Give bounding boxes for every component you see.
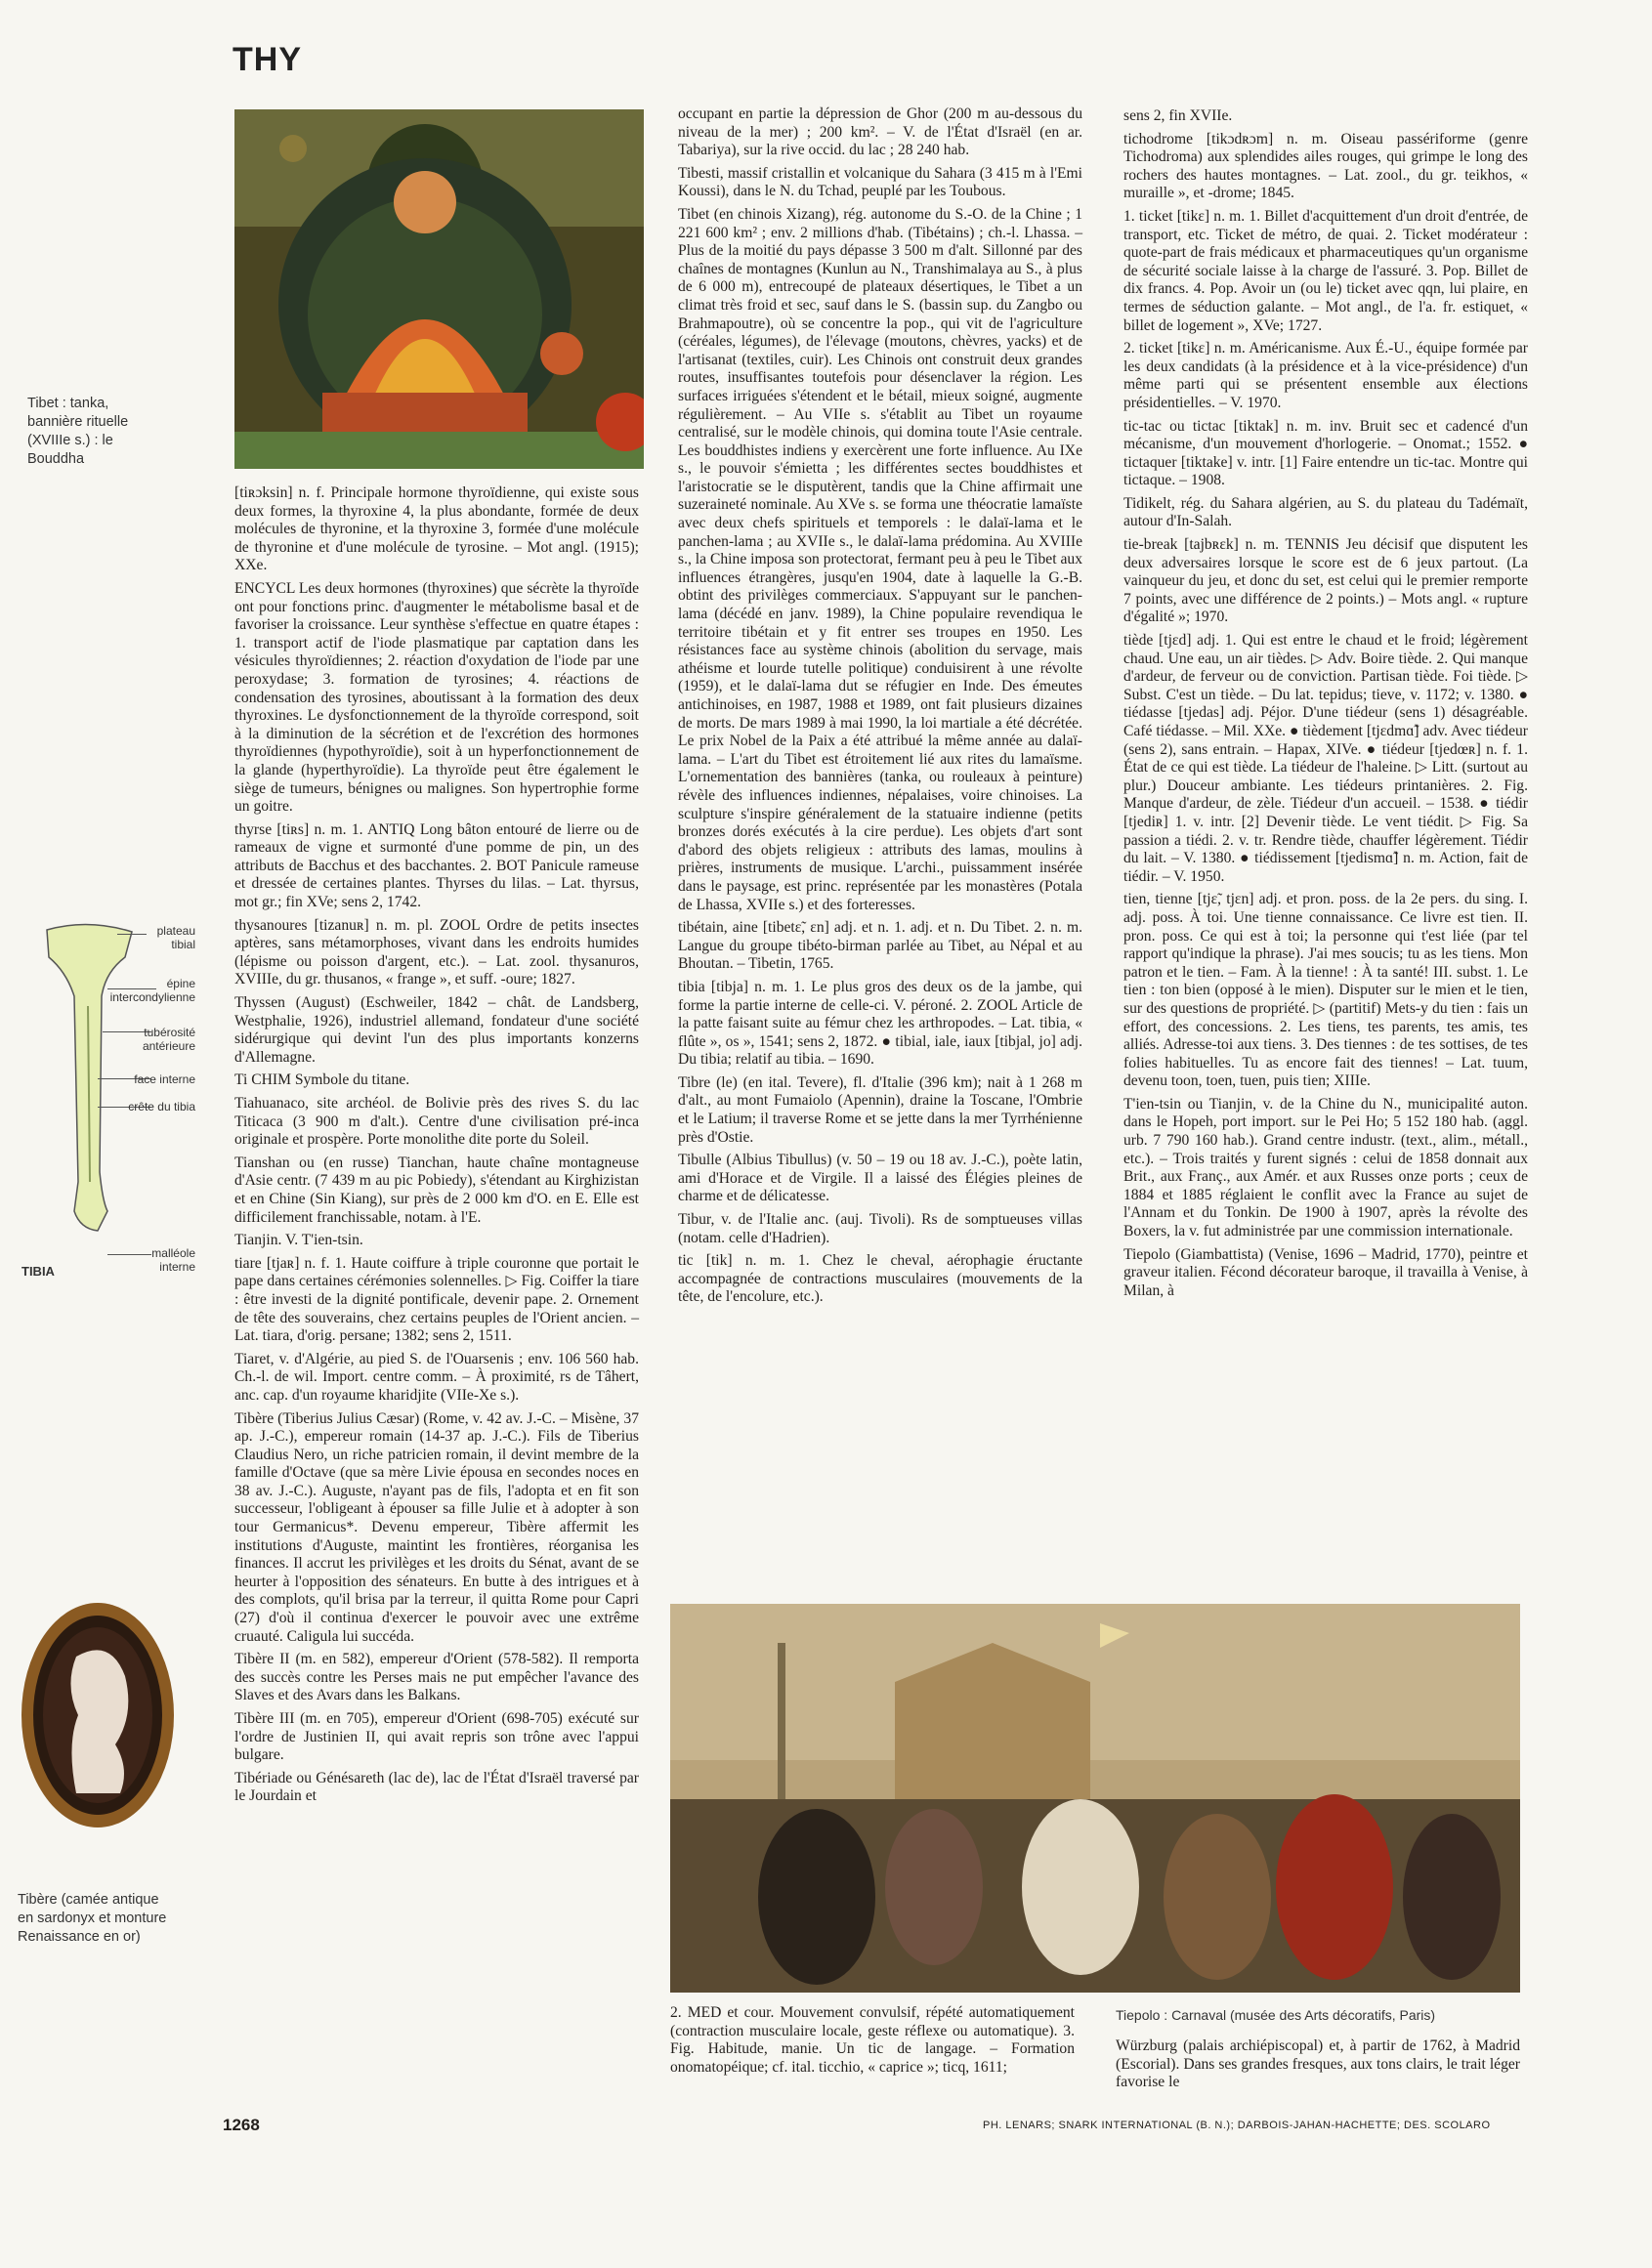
entry-tibulle: Tibulle (Albius Tibullus) (v. 50 – 19 ou 18 av. J.-C.), poète latin, ami d'Horace et de Virgile. Il a laissé des Élégies pleines de charme et de délicatesse.: [678, 1152, 1082, 1205]
tibia-label-crete: crête du tibia: [128, 1100, 195, 1113]
entry-thyrse: thyrse [tiʀs] n. m. 1. ANTIQ Long bâton entouré de lierre ou de rameaux de vigne et surmonté d'une pomme de pin, un des attributs de Bacchus et des bacchantes. 2. BOT Panicule rameuse et dressée de certaines plantes. Thyrses du lilas. – Lat. thyrsus, mot gr.; fin XVe; sens 2, 1742.: [234, 820, 639, 911]
entry-tiede: tiède [tjɛd] adj. 1. Qui est entre le chaud et le froid; légèrement chaud. Une eau, un air tièdes. ▷ Adv. Boire tiède. 2. Qui manque d'ardeur, de ferveur ou de conviction. Partisan tiède. Foi tiède. ▷ Subst. C'est un tiède. – Du lat. tepidus; tieve, v. 1172; v. 1380. ● tiédasse [tjedas] adj. Péjor. D'une tiédeur (sens 1) désagréable. Café tiédasse. – Mil. XXe. ● tièdement [tjɛdmɑ̃] adv. Avec tiédeur (sens 2), sans entrain. – Hapax, XIVe. ● tiédeur [tjedœʀ] n. f. 1. État de ce qui est tiède. La tiédeur de l'haleine. ▷ Litt. (surtout au plur.) Douceur ambiante. Les tiédeurs printanières. 2. Fig. Manque d'ardeur, de zèle. Tiédeur d'un accueil. – 1538. ● tiédir [tjediʀ] 1. v. intr. [2] Devenir tiède. Le vent tiédit. ▷ Fig. Sa passion a tiédi. 2. v. tr. Rendre tiède, chauffer légèrement. Tiédir du lait. – V. 1380. ● tiédissement [tjedismɑ̃] n. m. Action, fait de tiédir. – V. 1950.: [1123, 632, 1528, 885]
entry-tibia: tibia [tibja] n. m. 1. Le plus gros des deux os de la jambe, qui forme la partie interne de celle-ci. V. péroné. 2. ZOOL Article de la patte faisant suite au fémur chez les arthropodes. – Lat. tibia, « flûte », os », 1541; sens 2, 1872. ● tibial, iale, iaux [tibjal, jo] adj. Du tibia; relatif au tibia. – 1690.: [678, 978, 1082, 1069]
entry-tic-cont-2: 2. MED et cour. Mouvement convulsif, répété automatiquement (contraction musculaire locale, geste réflexe ou automatique). 3. Fig. Habitude, manie. Un tic de langage. – Formation onomatopéique; cf. ital. ticchio, « caprice »; ticq, 1611;: [670, 2004, 1075, 2076]
entry-tibere-ii: Tibère II (m. en 582), empereur d'Orient (578-582). Il remporta des succès contre les Perses mais ne put empêcher l'avance des Slaves et des Avars dans les Balkans.: [234, 1651, 639, 1704]
entry-ti: Ti CHIM Symbole du titane.: [234, 1071, 410, 1089]
entry-tibet: Tibet (en chinois Xizang), rég. autonome du S.-O. de la Chine ; 1 221 600 km² ; env. 2 millions d'hab. (Tibétains) ; ch.-l. Lhassa. – Plus de la moitié du pays dépasse 3 500 m d'alt. Sillonné par des chaînes de montagnes (Kunlun au N., Transhimalaya au S., à plus de 6 000 m), entrecoupé de plateaux désertiques, le Tibet a un climat très froid et sec, sauf dans le S. (bassin sup. du Zangbo ou Brahmapoutre), où se concentre la pop., qui vit de l'agriculture (céréales, légumes), de l'élevage (moutons, chèvres, yacks) et de l'artisanat (textiles, cuir). Les Chinois ont construit deux grandes routes, insuffisantes toutefois pour désenclaver la région. Les surfaces irriguées s'étendent et le bétail, mieux soigné, augmente régulièrement. – Au VIIe s. s'établit au Tibet un royaume centralisé, sur le modèle chinois, qui domina toute l'Asie centrale. Les bouddhistes indiens y exercèrent une forte influence. Au IXe s., le pouvoir s'émietta ; les différentes sectes bouddhistes et l'aristocratie se le disputèrent, tandis que la Chine affirmait une suzeraineté nominale. Au XVe s. se forma une théocratie lamaïste avec deux chefs spirituels et temporels : le dalaï-lama et le panchen-lama ; au XVIIe s., le dalaï-lama prédomina. Au XVIIIe s., la Chine imposa son protectorat, fermant peu à peu le Tibet aux influences étrangères, jusqu'en 1904, date à laquelle la G.-B. obtint des privilèges commerciaux. S'appuyant sur le panchen-lama (décédé en janv. 1989), la Chine populaire revendiqua le territoire tibétain et y fit entrer ses troupes en 1950. Les résistances face au système chinois (abolition du servage, mais athéisme et lourde tutelle politique) conduisirent à une révolte (1959), et le dalaï-lama dut se réfugier en Inde. Des émeutes antichinoises, en 1987, 1988 et 1989, ont fait plusieurs dizaines de morts. De mars 1989 à mai 1990, la loi martiale a été décrétée. Le prix Nobel de la Paix a été attribué la même année au dalaï-lama. – L'art du Tibet est étroitement lié aux rites du lamaïsme. L'ornementation des bannières (tanka, ou rouleaux à peinture) révèle des influences indiennes, népalaises, voire chinoises. La sculpture s'inspire généralement de la statuaire indienne (petits bronzes dorés exécutés à la cire perdue). Les objets d'art sont d'abord des objets religieux : attributs des lamas, moulins à prières, instruments de musique. L'archi., puissamment insérée dans le paysage, est princ. représentée par les monastères (Potala de Lhassa, XVIIe s.) et des forteresses.: [678, 205, 1082, 913]
entry-tic: tic [tik] n. m. 1. Chez le cheval, aérophagie éructante accompagnée de contractions musculaires (mouvements de la tête, de l'encolure, etc.).: [678, 1252, 1082, 1306]
entry-tie-break: tie-break [tajbʀɛk] n. m. TENNIS Jeu décisif que disputent les deux adversaires lorsque le score est de 6 jeux partout. (La vainqueur du jeu, et donc du set, est celui qui le premier remporte 7 points, avec une différence de 2 points.) – Mots angl. « rupture d'égalité »; 1970.: [1123, 536, 1528, 626]
column-1: [234, 484, 639, 1811]
entry-tic-cont: sens 2, fin XVIIe.: [1123, 107, 1233, 124]
tibia-label-malleole: malléole interne: [151, 1246, 195, 1274]
tiepolo-carnaval-illustration: [670, 1604, 1520, 1993]
tibia-bone-illustration: [29, 918, 200, 1270]
tibet-tanka-image: [234, 109, 644, 469]
entry-tiaret: Tiaret, v. d'Algérie, au pied S. de l'Ouarsenis ; env. 106 560 hab. Ch.-l. de wil. Import. centre comm. – À proximité, rs de Tâhert, anc. cap. d'un royaume kharidjite (VIIe-Xe s.).: [234, 1350, 639, 1404]
entry-ticket-1: 1. ticket [tikɛ] n. m. 1. Billet d'acquittement d'un droit d'entrée, de transport, etc. Ticket de métro, de quai. 2. Ticket modérateur : quote-part de frais médicaux et pharmaceutiques qu'un organisme de sécurité sociale laisse à la charge de l'assuré. 3. Pop. Billet de dix francs. 4. Pop. Avoir un (ou le) ticket avec qqn, lui plaire, en termes de séduction galante. – Mot angl., de l'a. fr. estiquet, « billet de logement », XVe; 1727.: [1123, 207, 1528, 334]
tibere-cameo-illustration: [18, 1598, 179, 1832]
tibia-label-plateau: plateau tibial: [156, 924, 195, 951]
tibia-label-epine: épine intercondylienne: [109, 977, 195, 1004]
tibia-pointer-1: [117, 934, 147, 935]
entry-tiare: tiare [tjaʀ] n. f. 1. Haute coiffure à triple couronne que portait le pape dans certaines cérémonies solennelles. ▷ Fig. Coiffer la tiare : être investi de la dignité pontificale, devenir pape. 2. Ornement de tête des souverains, chez certains peuples de l'Orient ancien. – Lat. tiara, d'orig. persane; 1382; sens 2, 1511.: [234, 1254, 639, 1345]
entry-tianshan: Tianshan ou (en russe) Tianchan, haute chaîne montagneuse d'Asie centr. (7 439 m au pic Pobiedy), s'étendant au Kirghizistan et en Chine (Sin Kiang), sur près de 2 000 km d'O. en E. Elle est difficilement franchissable, notam. à l'E.: [234, 1154, 639, 1226]
entry-tibere: Tibère (Tiberius Julius Cæsar) (Rome, v. 42 av. J.-C. – Misène, 37 ap. J.-C.), empereur romain (14-37 ap. J.-C.). Fils de Tiberius Claudius Nero, un riche patricien romain, il devint membre de la famille d'Octave (que sa mère Livie épousa en secondes noces en 38 av. J.-C.). Auguste, n'ayant pas de fils, l'adopta et en fit son successeur, l'obligeant à épouser sa fille Julie et à adopter à son tour Germanicus*. Devenu empereur, Tibère affermit les institutions d'Auguste, maintint les frontières, réorganisa les finances. Il accrut les privilèges et les droits du Sénat, avant de se heurter à l'opposition des sénateurs. En butte à des intrigues et à des complots, qu'il brisa par la terreur, il quitta Rome pour Capri (27) d'où il continua d'exercer le pouvoir avec une extrême cruauté. Caligula lui succéda.: [234, 1409, 639, 1645]
entry-tianjin: Tianjin. V. T'ien-tsin.: [234, 1232, 363, 1249]
tiepolo-carnaval-image: [670, 1604, 1520, 1993]
tibia-caption: TIBIA: [21, 1264, 55, 1279]
page-number: 1268: [223, 2116, 260, 2134]
entry-ticket-2: 2. ticket [tikɛ] n. m. Américanisme. Aux É.-U., équipe formée par les deux candidats (à la présidence et à la vice-présidence) d'un même parti qui se présentent ensemble aux élections présidentielles. – V. 1970.: [1123, 340, 1528, 411]
entry-tiepolo-cont: Würzburg (palais archiépiscopal) et, à partir de 1762, à Madrid (Escorial). Dans ses grandes fresques, aux tons clairs, le trait léger favorise le: [1116, 2037, 1520, 2091]
tibere-cameo-image: [18, 1598, 179, 1832]
tibia-diagram: [29, 918, 200, 1270]
tibia-label-tuberosite: tubérosité antérieure: [142, 1026, 195, 1053]
entry-tibere-iii: Tibère III (m. en 705), empereur d'Orient (698-705) exécuté sur l'ordre de Justinien II, qui avait repris son trône avec l'appui bulgare.: [234, 1710, 639, 1764]
entry-thyssen: Thyssen (August) (Eschweiler, 1842 – chât. de Landsberg, Westphalie, 1926), industriel allemand, fondateur d'une société sidérurgique qui devint l'un des plus importants konzerns d'Allemagne.: [234, 994, 639, 1066]
entry-tien-tsin: T'ien-tsin ou Tianjin, v. de la Chine du N., municipalité auton. dans le Hopeh, port import. sur le Pei Ho; 5 152 180 hab. (aggl. urb. 7 790 160 hab.). Grand centre industr. (text., alim., métall., etc.). – Trois traités y furent signés : celui de 1858 donnait aux Brit., aux Franç., aux Amér. et aux Russes onze ports ; ceux de 1884 et 1885 réglaient le conflit avec la France au sujet de l'Annam et du Tonkin. De 1900 à 1907, après la révolte des Boxers, la v. fut administrée par une commission internationale.: [1123, 1095, 1528, 1240]
entry-tibesti: Tibesti, massif cristallin et volcanique du Sahara (3 415 m à l'Emi Koussi), dans le N. du Tchad, peuplé par les Toubous.: [678, 164, 1082, 200]
tibet-caption: Tibet : tanka, bannière rituelle (XVIIIe s.) : le Bouddha: [27, 396, 129, 467]
entry-tiberiade: Tibériade ou Génésareth (lac de), lac de l'État d'Israël traversé par le Jourdain et: [234, 1769, 639, 1805]
photo-credits: PH. LENARS; SNARK INTERNATIONAL (B. N.); DARBOIS-JAHAN-HACHETTE; DES. SCOLARO: [983, 2120, 1491, 2131]
entry-thyroxine: [tiʀɔksin] n. f. Principale hormone thyroïdienne, qui existe sous deux formes, la thyroxine 4, la plus abondante, formée de deux molécules de thyronine, et la thyroxine 3, formée d'une molécule de thyronine et d'une molécule de tyrosine. – Mot angl. (1915); XXe.: [234, 484, 639, 574]
entry-tibur: Tibur, v. de l'Italie anc. (auj. Tivoli). Rs de somptueuses villas (notam. celle d'Hadrien).: [678, 1211, 1082, 1246]
entry-tiberiade-cont: occupant en partie la dépression de Ghor (200 m au-dessous du niveau de la mer) ; 200 km². – V. de l'État d'Israël (en ar. Tabariya), sur la rive occid. du lac ; 28 240 hab.: [678, 105, 1082, 159]
tiepolo-caption: Tiepolo : Carnaval (musée des Arts décoratifs, Paris): [1116, 2007, 1436, 2023]
column-2: [678, 105, 1082, 1312]
entry-tibre: Tibre (le) (en ital. Tevere), fl. d'Italie (396 km); nait à 1 268 m d'alt., au mont Fumaiolo (Apennin), draine la Toscane, l'Ombrie et le Latium; il traverse Rome et se jette dans la mer Tyrrhénienne près d'Ostie.: [678, 1073, 1082, 1146]
entry-tidikelt: Tidikelt, rég. du Sahara algérien, au S. du plateau du Tadémaït, autour d'In-Salah.: [1123, 494, 1528, 530]
tibere-caption: Tibère (camée antique en sardonyx et monture Renaissance en or): [18, 1892, 167, 1945]
running-head: THY: [233, 41, 302, 78]
entry-tic-tac: tic-tac ou tictac [tiktak] n. m. inv. Bruit sec et cadencé d'un mécanisme, d'un mouvement d'horlogerie. – Onomat.; 1552. ● tictaquer [tiktake] v. intr. [1] Faire entendre un tic-tac. Montre qui tictaque. – 1908.: [1123, 417, 1528, 489]
column-3: [1123, 107, 1528, 1305]
entry-tiahuanaco: Tiahuanaco, site archéol. de Bolivie près des rives S. du lac Titicaca (3 900 m d'alt.). Centre d'une civilisation pré-inca originale et prospère. Porte monolithe dite porte du Soleil.: [234, 1095, 639, 1149]
entry-thysanoures: thysanoures [tizanuʀ] n. m. pl. ZOOL Ordre de petits insectes aptères, sans métamorphoses, vivant dans les endroits humides (lépisme ou poisson d'argent, etc.). – Lat. zool. thysanuros, XVIIIe, du gr. thusanos, « frange », et suff. -oure; 1827.: [234, 916, 639, 988]
entry-tichodrome: tichodrome [tikɔdʀɔm] n. m. Oiseau passériforme (genre Tichodroma) aux splendides ailes rouges, qui grimpe le long des rochers des hautes montagnes. – Lat. zool., du gr. teikhos, « muraille », et -drome; 1845.: [1123, 130, 1528, 202]
entry-tien: tien, tienne [tjɛ̃, tjɛn] adj. et pron. poss. de la 2e pers. du sing. I. adj. poss. À toi. Une tienne connaissance. Ce livre est tien. II. pron. poss. Ce qui est à toi; la personne qui t'est liée (par tel rapport qu'indique la phrase). J'ai mes soucis; tu as les tiens. Mon patron et le tien. – Fam. À la tienne! : À ta santé! III. subst. 1. Le tien : ton bien (opposé à le mien). Disputer sur le mien et le tien, sur des questions de propriété. ▷ (partitif) Mets-y du tien : fais un effort, des concessions. 2. Les tiens, tes parents, tes amis, tes alliés. Adresse-toi aux tiens. 3. Des tiennes : de tes sottises, de tes folies habituelles. Tu as encore fait des tiennes! – Lat. tuum, devenu toon, toen, tuen, puis tien; XIIIe.: [1123, 891, 1528, 1090]
entry-tibetain: tibétain, aine [tibetɛ̃, ɛn] adj. et n. 1. adj. et n. Du Tibet. 2. n. m. Langue du groupe tibéto-birman parlée au Tibet, au Népal et au Bhoutan. – Tibetin, 1765.: [678, 919, 1082, 973]
column-3-bottom: [1116, 2037, 1520, 2097]
tibet-tanka-illustration: [234, 109, 644, 469]
tibia-label-face: face interne: [134, 1072, 195, 1086]
column-2-bottom: [670, 2004, 1075, 2081]
entry-tiepolo: Tiepolo (Giambattista) (Venise, 1696 – Madrid, 1770), peintre et graveur italien. Fécond décorateur baroque, il travailla à Venise, à Milan, à: [1123, 1245, 1528, 1299]
entry-thyroxine-encycl: ENCYCL Les deux hormones (thyroxines) que sécrète la thyroïde ont pour fonctions princ. d'augmenter le métabolisme basal et de favoriser la croissance. Leur synthèse s'effectue en quatre étapes : 1. transport actif de l'iode plasmatique par captation dans les vésicules thyroïdiennes; 2. réaction d'oxydation de l'iode par une peroxydase; 3. formation de tyrosines; 4. réactions de condensation des tyrosines, aboutissant à la formation des deux thyroxines. Le dysfonctionnement de la thyroïde correspond, soit à la diminution de la sécrétion et de l'excrétion des hormones thyroïdiennes (hypothyroïdie), soit à un hyperfonctionnement de la glande (hyperthyroïdie). La thyroïde peut être également le siège de tumeurs, bénignes ou malignes. Son hypertrophie forme un goitre.: [234, 579, 639, 816]
